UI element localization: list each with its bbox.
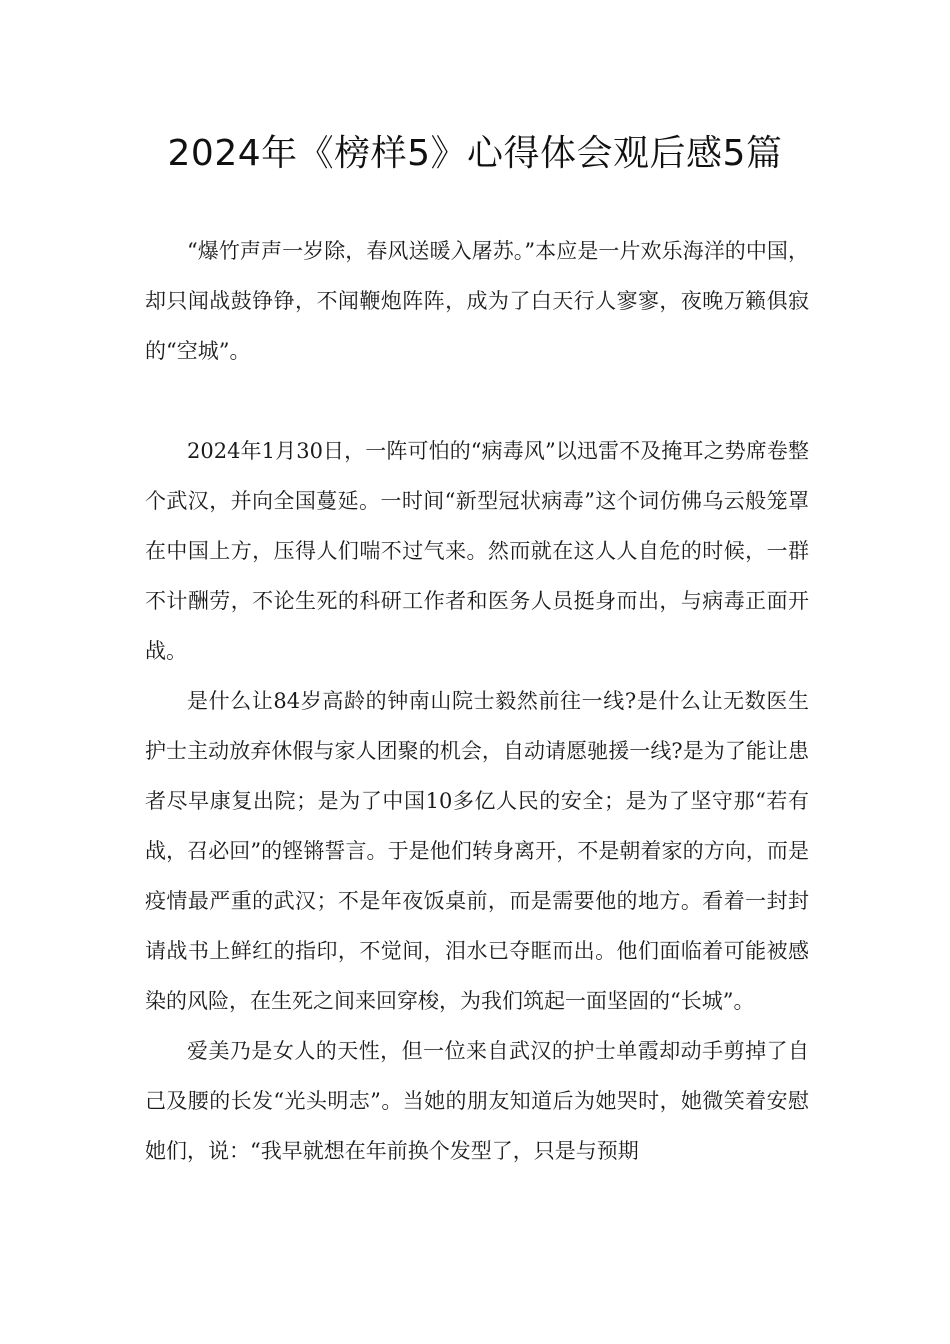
main-body-block bbox=[145, 426, 809, 1176]
paragraph-1: “爆竹声声一岁除，春风送暖入屠苏。”本应是一片欢乐海洋的中国，却只闻战鼓铮铮，不闻鞭炮阵阵，成为了白天行人寥寥，夜晚万籁俱寂的“空城”。 bbox=[145, 239, 809, 363]
paragraph-2: 2024年1月30日，一阵可怕的“病毒风”以迅雷不及掩耳之势席卷整个武汉，并向全国蔓延。一时间“新型冠状病毒”这个词仿佛乌云般笼罩在中国上方，压得人们喘不过气来。然而就在这人人自危的时候，一群不计酬劳，不论生死的科研工作者和医务人员挺身而出，与病毒正面开战。 bbox=[145, 439, 809, 663]
paragraph-3: 是什么让84岁高龄的钟南山院士毅然前往一线?是什么让无数医生护士主动放弃休假与家人团聚的机会，自动请愿驰援一线?是为了能让患者尽早康复出院；是为了中国10多亿人民的安全；是为了坚守那“若有战，召必回”的铿锵誓言。于是他们转身离开，不是朝着家的方向，而是疫情最严重的武汉；不是年夜饭桌前，而是需要他的地方。看着一封封请战书上鲜红的指印，不觉间，泪水已夺眶而出。他们面临着可能被感染的风险，在生死之间来回穿梭，为我们筑起一面坚固的“长城”。 bbox=[145, 689, 809, 1013]
paragraph-4: 爱美乃是女人的天性，但一位来自武汉的护士单霞却动手剪掉了自己及腰的长发“光头明志”。当她的朋友知道后为她哭时，她微笑着安慰她们，说：“我早就想在年前换个发型了，只是与预期 bbox=[145, 1039, 809, 1163]
document-title: 2024年《榜样5》心得体会观后感5篇 bbox=[167, 133, 783, 174]
intro-block bbox=[145, 226, 809, 376]
